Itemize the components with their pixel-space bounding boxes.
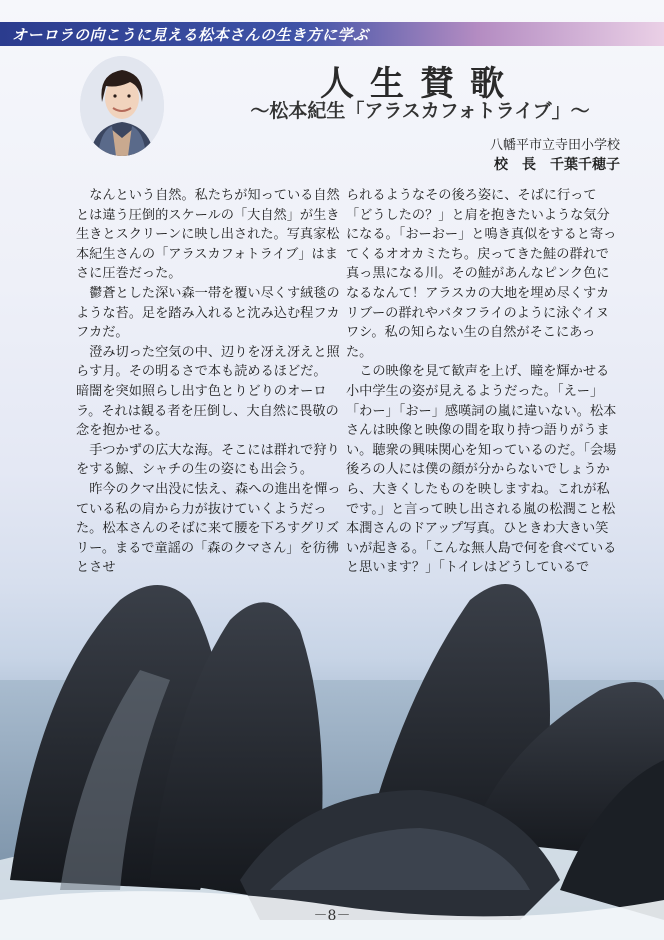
banner-title: オーロラの向こうに見える松本さんの生き方に学ぶ: [12, 26, 369, 44]
header-banner: [0, 22, 664, 46]
author-school: 八幡平市立寺田小学校: [489, 138, 620, 153]
body-paragraph: なんという自然。私たちが知っている自然とは違う圧倒的スケールの「大自然」が生き生きとスクリーンに映し出された。写真家松本紀生さんの「アラスカフォトライブ」はまさに圧巻だった。: [76, 188, 340, 282]
body-paragraph: 昨今のクマ出没に怯え、森への進出を憚っている私の肩から力が抜けていくようだった。松本さんのそばに来て腰を下ろすグリズリー。まるで童謡の「森のクマさん」を彷彿とさせ: [76, 481, 341, 576]
article-title: 人生賛歌: [320, 64, 520, 104]
author-portrait: [80, 56, 164, 156]
body-column-left: [76, 186, 348, 578]
article-subtitle: ～松本紀生「アラスカフォトライブ」～: [250, 100, 590, 122]
body-column-right: [346, 186, 618, 578]
body-paragraph: 澄み切った空気の中、辺りを冴え冴えと照らす月。その明るさで本も読めるほどだ。: [76, 344, 340, 380]
body-paragraph: 鬱蒼とした深い森一帯を覆い尽くす絨毯のような苔。足を踏み入れると沈み込む程フカフカだ。: [76, 285, 340, 341]
body-paragraph: 暗闇を突如照らし出す色とりどりのオーロラ。それは観る者を圧倒し、大自然に畏敬の念を抱かせる。: [76, 383, 339, 439]
humpback-whales-photo: [0, 560, 664, 940]
body-paragraph: 手つかずの広大な海。そこには群れで狩りをする鯨、シャチの生の姿にも出会う。: [76, 442, 340, 478]
page-number: －8－: [313, 908, 351, 924]
author-name: 校 長 千葉千穂子: [494, 157, 620, 173]
author-photo-image: [80, 56, 164, 156]
body-paragraph: この映像を見て歓声を上げ、瞳を輝かせる小中学生の姿が見えるようだった。「えー」「わー」「おー」感嘆詞の嵐に違いない。松本さんは映像と映像の間を取り持つ語りがうまい。聴衆の興味関心を知っているのだ。「会場後ろの人には僕の顔が分からないでしょうから、大きくしたものを映しますね。これが私です。」と言って映し出される嵐の松潤こと松本潤さんのドアップ写真。ひときわ大きい笑いが起きる。「こんな無人島で何を食べていると思います？」「トイレはどうしているで: [346, 364, 617, 576]
body-paragraph: られるようなその後ろ姿に、そばに行って「どうしたの？」と肩を抱きたいような気分になる。「おーおー」と鳴き真似をすると寄ってくるオオカミたち。戻ってきた鮭の群れで真っ黒になる川。その鮭があんなピンク色になるなんて！アラスカの大地を埋め尽くすカリブーの群れやバタフライのように泳ぐイヌワシ。私の知らない生の自然がそこにあった。: [346, 188, 617, 360]
